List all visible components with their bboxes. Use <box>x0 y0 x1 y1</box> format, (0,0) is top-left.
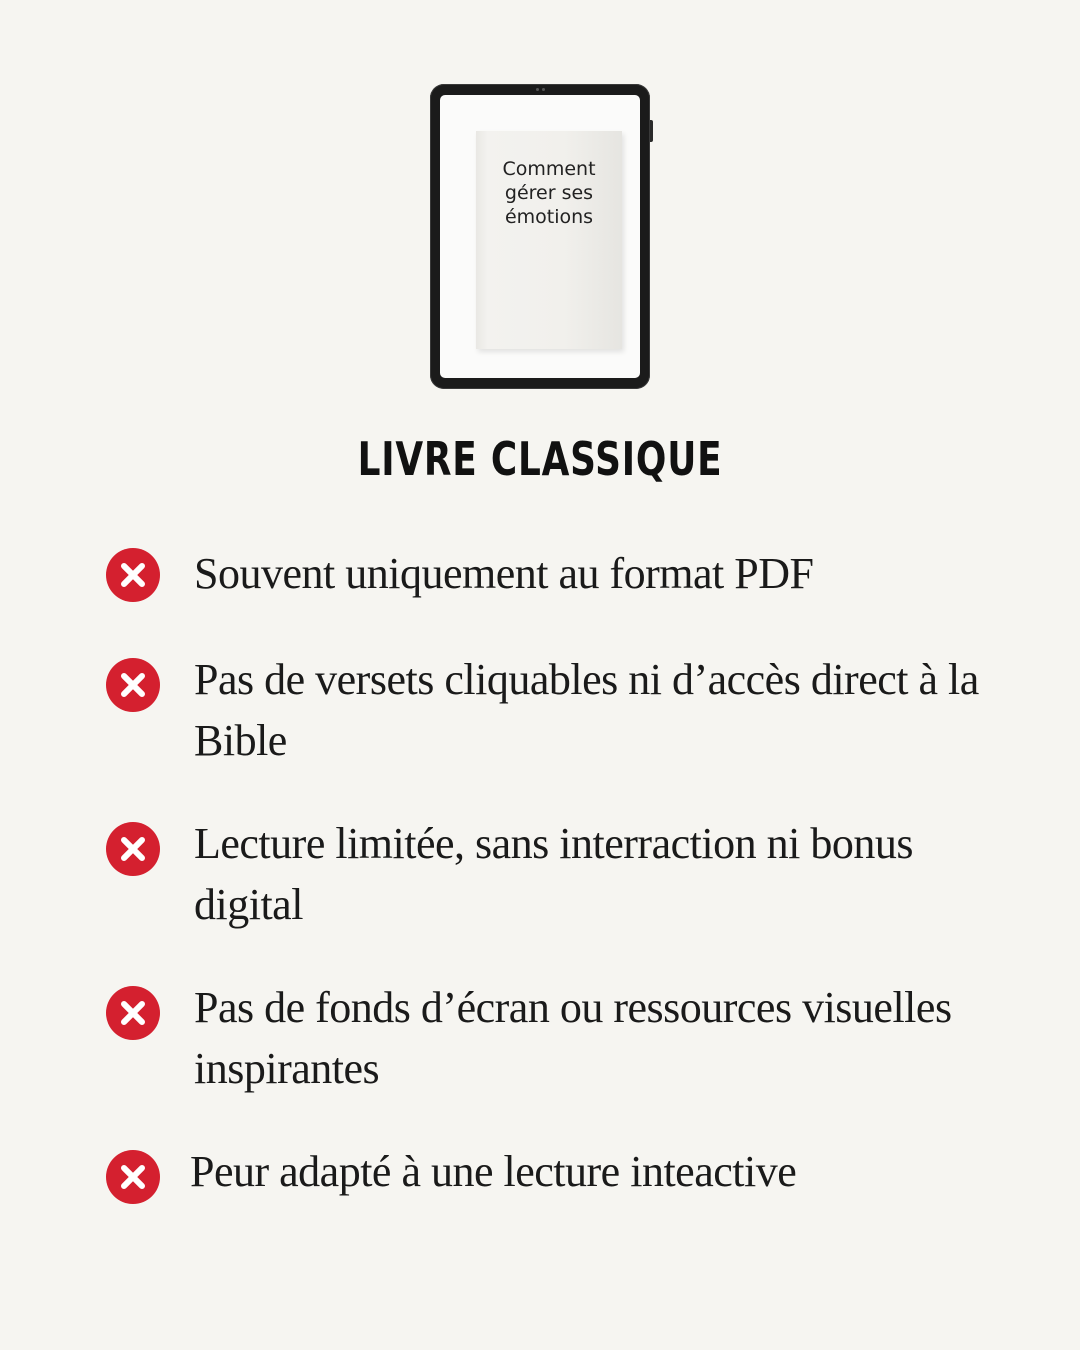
close-x-circle-icon <box>106 986 160 1040</box>
tablet-camera <box>534 88 546 91</box>
section-heading: LIVRE CLASSIQUE <box>357 432 723 486</box>
list-item-text: Pas de fonds d’écran ou ressources visuelles inspirantes <box>194 983 952 1093</box>
list-item-text: Souvent uniquement au format PDF <box>194 549 814 598</box>
close-x-circle-icon <box>106 658 160 712</box>
close-x-circle-icon <box>106 548 160 602</box>
list-item-text: Peur adapté à une lecture inteactive <box>190 1147 797 1196</box>
close-x-circle-icon <box>106 822 160 876</box>
tablet-side-button <box>650 120 653 142</box>
list-item-text: Pas de versets cliquables ni d’accès direct à la Bible <box>194 655 979 765</box>
book-title: Comment gérer ses émotions <box>502 158 596 228</box>
book-cover <box>476 131 622 349</box>
close-x-circle-icon <box>106 1150 160 1204</box>
tablet-mockup <box>430 84 650 389</box>
tablet-screen <box>440 95 640 378</box>
list-item-text: Lecture limitée, sans interraction ni bonus digital <box>194 819 913 929</box>
